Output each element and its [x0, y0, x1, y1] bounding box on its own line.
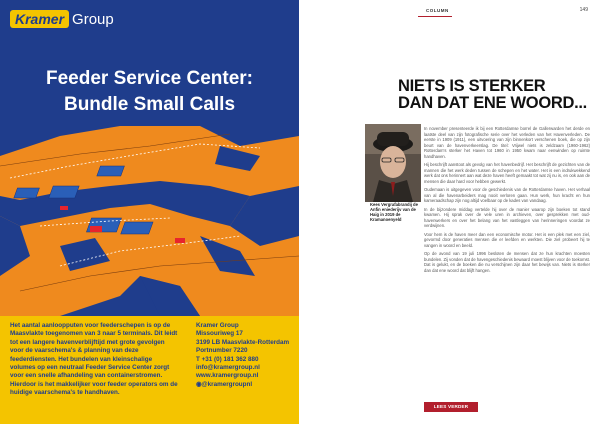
- ad-body-text: Het aantal aanloopputen voor feederschepen is op de Maasvlakte toegenomen van 3 naar 5 terminals. Dit leidt tot een langere havenverblijftijd met grote gevolgen voor de vaarschema's & planning van deze feederdiensten. Het bundelen van kleinschalige volumes op een neutraal Feeder Service Center zorgt voor een snelle afhandeling van containerstromen. Hierdoor is het makkelijker voor feeder operators om de huidige vaarschema's te handhaven.: [10, 322, 178, 397]
- body-paragraph: Voor hem is de haven meer dan een economische motor. Het is een plek met een ziel, gevormd door generaties mensen die er leefden en werkten. Die ziel probeert hij te vangen in woord en beeld.: [424, 231, 590, 248]
- logo-brand: Kramer: [10, 10, 69, 28]
- ad-title-line-2: Bundle Small Calls: [63, 94, 236, 115]
- contact-port: Portnumber 7220: [196, 347, 248, 355]
- contact-city: 3199 LB Maasvlakte-Rotterdam: [196, 338, 290, 346]
- body-paragraph: Oudemaan is uitgegeven voor de geschiedenis van de Rotterdamse haven. Het verhaal van al die havenarbeiders mag nooit verloren gaan. Hun werk, hun kracht en hun kameraadschap zijn nog altijd voelbaar op de kades van vandaag.: [424, 187, 590, 203]
- port-map-illustration: [0, 126, 299, 316]
- logo-group: Group: [72, 10, 114, 28]
- photo-caption: Kees Vergrafabrandij de Anfin eniederijv van de Haig in 2019 de Kramanoenyeld: [370, 202, 418, 222]
- ad-yellow-panel: [0, 316, 299, 424]
- twitter-icon: ◉: [196, 380, 202, 388]
- ad-title-line-1: Feeder Service Center:: [46, 68, 253, 89]
- article-headline: [398, 78, 598, 112]
- article-body: [424, 126, 590, 276]
- column-article-page: [300, 0, 600, 424]
- body-paragraph: Op de avond van 19 juli 1996 besloten de mensen dat ze hun krachten moesten bundelen. Zij vonden dat de havengeschiedenis bewaard moest blijven voor de toekomst. Dat is gelukt, en de boeken die nu verschijnen zijn daar het bewijs van. Niets is sterker dan dat ene woord dat blijft hangen.: [424, 251, 590, 273]
- contact-company: Kramer Group: [196, 322, 239, 329]
- headline-line-2: DAN DAT ENE WOORD...: [398, 94, 587, 112]
- kramer-group-advertisement: [0, 0, 299, 424]
- body-paragraph: In november presenteerde ik bij een Rotterdamse borrel de Gallerwarden het derde en laatste deel van zijn fotografische serie over het verleden van het Havenverleden. De eerste in 1909 (1911), een uitvoering van zijn binnenkort verschenen boek, die op zijn beurt van de havenverkeerslag. De titel: Vrijwel niets is zeldzaam (1960-1962) Rotterdam's sterker het Haven tot 1960 in 1950 kwam naar eenwinden op ruimte handhaven.: [424, 126, 590, 159]
- column-label: COLUMN: [426, 8, 449, 13]
- headline-line-1: NIETS IS STERKER: [398, 77, 546, 95]
- contact-phone: T +31 (0) 181 362 880: [196, 355, 259, 363]
- ad-title: [0, 66, 299, 118]
- ad-contact-block: [196, 322, 296, 389]
- contact-street: Missouriweg 17: [196, 330, 243, 338]
- read-more-online-button[interactable]: LEES VERDER ONLINE: [424, 402, 478, 412]
- contact-twitter-handle: @kramergroupnl: [201, 380, 253, 388]
- author-portrait-photo: [365, 124, 421, 202]
- page-number: 149: [579, 7, 588, 13]
- column-underline: [418, 16, 452, 17]
- kramer-group-logo: [10, 10, 114, 28]
- body-paragraph: In de bijzondere middag vertelde hij over de manier waarop zijn boeken tot stand kwamen. Hij sprak over de vele uren in archieven, over gesprekken met oud-havenwerkers en over het belang van het vastleggen van herinneringen voordat ze verdwijnen.: [424, 206, 590, 228]
- contact-website[interactable]: www.kramergroup.nl: [196, 372, 259, 380]
- body-paragraph: Hij beschrijft aanstoot als gevolg van het havenbedrijf. Het beschrijft de gezichten van de mannen die het werk deden tussen de schepen en het water. Het is een indrukwekkend werk dat ons herinnert aan wat deze haven heeft gemaakt tot wat zij nu is, en ook aan de mensen die daar hard voor hebben gewerkt.: [424, 162, 590, 184]
- contact-email[interactable]: info@kramergroup.nl: [196, 364, 260, 372]
- contact-twitter[interactable]: [196, 381, 296, 389]
